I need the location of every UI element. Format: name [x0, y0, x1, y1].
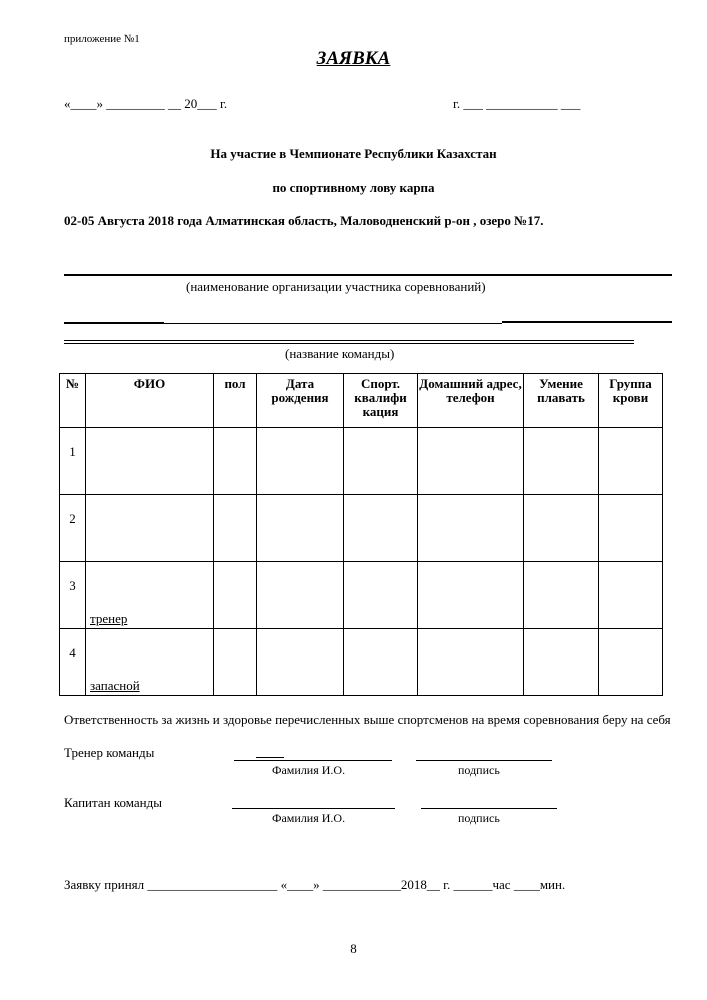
sex-cell[interactable] — [214, 562, 257, 629]
team-line-middle[interactable] — [164, 323, 502, 324]
heading-line-2: по спортивному лову карпа — [272, 180, 435, 195]
organization-caption: (наименование организации участника соревнований) — [186, 279, 486, 294]
row-num: 3 — [69, 578, 76, 593]
birth-cell[interactable] — [257, 428, 344, 495]
header-address: Домашний адрес, телефон — [418, 374, 524, 428]
sport-cell[interactable] — [344, 495, 418, 562]
sex-cell[interactable] — [214, 428, 257, 495]
document-title: ЗАЯВКА — [316, 48, 391, 69]
table-row — [60, 428, 663, 495]
row-num-cell — [60, 495, 86, 562]
captain-name-caption: Фамилия И.О. — [272, 811, 346, 825]
team-line-lower[interactable] — [64, 340, 634, 341]
row-role: запасной — [90, 678, 140, 693]
roster-table — [59, 373, 663, 696]
blood-cell[interactable] — [599, 562, 663, 629]
table-row — [60, 562, 663, 629]
coach-label: Тренер команды — [64, 745, 155, 760]
team-line-left[interactable] — [64, 322, 164, 324]
swim-cell[interactable] — [524, 428, 599, 495]
birth-cell[interactable] — [257, 629, 344, 696]
header-fio: ФИО — [86, 374, 214, 428]
fio-cell[interactable] — [86, 495, 214, 562]
city-line: г. ___ ___________ ___ — [453, 96, 581, 111]
header-swim: Умение плавать — [524, 374, 599, 428]
blood-cell[interactable] — [599, 495, 663, 562]
sex-cell[interactable] — [214, 495, 257, 562]
fio-cell[interactable] — [86, 629, 214, 696]
coach-name-line[interactable] — [234, 760, 392, 761]
row-num-cell — [60, 428, 86, 495]
birth-cell[interactable] — [257, 495, 344, 562]
responsibility-statement: Ответственность за жизнь и здоровье перечисленных выше спортсменов на время соревнования беру на себя — [64, 712, 671, 727]
header-birth: Дата рождения — [257, 374, 344, 428]
captain-sign-line[interactable] — [421, 808, 557, 809]
captain-name-line[interactable] — [232, 808, 395, 809]
row-num-cell — [60, 562, 86, 629]
heading-line-3: 02-05 Августа 2018 года Алматинская область, Маловодненский р-он , озеро №17. — [64, 213, 544, 228]
swim-cell[interactable] — [524, 562, 599, 629]
organization-line[interactable] — [64, 274, 672, 276]
header-sex: пол — [214, 374, 257, 428]
table-header-row — [60, 374, 663, 428]
coach-name-line-mark — [256, 757, 284, 758]
row-role: тренер — [90, 611, 128, 626]
row-num: 2 — [69, 511, 76, 526]
table-row — [60, 629, 663, 696]
appendix-label: приложение №1 — [64, 33, 140, 45]
address-cell[interactable] — [418, 562, 524, 629]
team-caption: (название команды) — [285, 346, 395, 361]
team-line-lower-2 — [64, 343, 634, 344]
address-cell[interactable] — [418, 495, 524, 562]
row-num-cell — [60, 629, 86, 696]
table-row — [60, 495, 663, 562]
blood-cell[interactable] — [599, 629, 663, 696]
row-num: 4 — [69, 645, 76, 660]
coach-sign-line[interactable] — [416, 760, 552, 761]
blood-cell[interactable] — [599, 428, 663, 495]
captain-sign-caption: подпись — [458, 811, 500, 825]
sport-cell[interactable] — [344, 629, 418, 696]
team-line-right[interactable] — [502, 321, 672, 323]
fio-cell[interactable] — [86, 562, 214, 629]
fio-cell[interactable] — [86, 428, 214, 495]
page-number: 8 — [350, 941, 357, 956]
row-num: 1 — [69, 444, 76, 459]
birth-cell[interactable] — [257, 562, 344, 629]
address-cell[interactable] — [418, 629, 524, 696]
coach-name-caption: Фамилия И.О. — [272, 763, 346, 777]
header-sport: Спорт. квалифи кация — [344, 374, 418, 428]
date-line: «____» _________ __ 20___ г. — [64, 96, 228, 111]
coach-sign-caption: подпись — [458, 763, 500, 777]
captain-label: Капитан команды — [64, 795, 162, 810]
address-cell[interactable] — [418, 428, 524, 495]
sport-cell[interactable] — [344, 562, 418, 629]
sport-cell[interactable] — [344, 428, 418, 495]
swim-cell[interactable] — [524, 495, 599, 562]
accepted-line: Заявку принял ____________________ «____» ____________2018__ г. ______час ____мин. — [64, 877, 566, 892]
sex-cell[interactable] — [214, 629, 257, 696]
swim-cell[interactable] — [524, 629, 599, 696]
header-num: № — [60, 374, 86, 428]
header-blood: Группа крови — [599, 374, 663, 428]
heading-line-1: На участие в Чемпионате Республики Казахстан — [210, 146, 497, 161]
